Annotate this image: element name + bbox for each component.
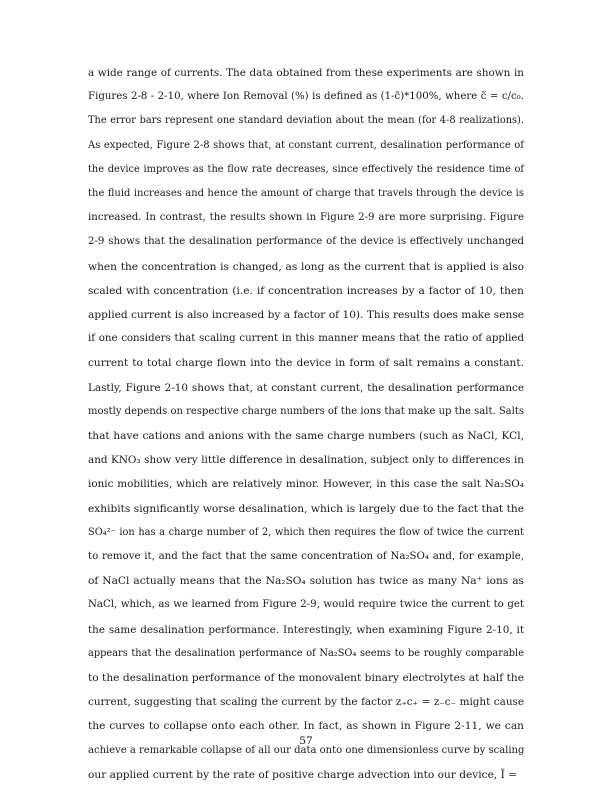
text-line: if one considers that scaling current in this manner means that the ratio of applied — [88, 333, 524, 345]
text-line: of NaCl actually means that the Na₂SO₄ solution has twice as many Na⁺ ions as — [88, 575, 524, 588]
text-line: achieve a remarkable collapse of all our data onto one dimensionless curve by scaling — [88, 744, 525, 756]
text-line: ionic mobilities, which are relatively minor. However, in this case the salt Na₂SO₄ — [88, 478, 524, 491]
text-line: NaCl, which, as we learned from Figure 2-9, would require twice the current to get — [88, 599, 524, 611]
text-line: Lastly, Figure 2-10 shows that, at constant current, the desalination performance — [88, 381, 524, 394]
text-line: SO₄²⁻ ion has a charge number of 2, which then requires the flow of twice the current — [88, 526, 524, 538]
text-line: increased. In contrast, the results shown in Figure 2-9 are more surprising. Figure — [88, 212, 524, 224]
text-line: that have cations and anions with the same charge numbers (such as NaCl, KCl, — [88, 430, 524, 443]
text-line: mostly depends on respective charge numbers of the ions that make up the salt. Salts — [88, 405, 524, 417]
text-line: to remove it, and the fact that the same concentration of Na₂SO₄ and, for example, — [88, 551, 524, 563]
text-line: the curves to collapse onto each other. In fact, as shown in Figure 2-11, we can — [88, 720, 524, 733]
text-line: exhibits significantly worse desalination, which is largely due to the fact that the — [88, 502, 524, 515]
text-line: a wide range of currents. The data obtained from these experiments are shown in — [88, 67, 524, 79]
text-line: current to total charge flown into the device in form of salt remains a constant. — [88, 357, 524, 370]
text-line: 2-9 shows that the desalination performance of the device is effectively unchanged — [88, 236, 524, 248]
text-line: The error bars represent one standard deviation about the mean (for 4-8 realizations). — [88, 115, 524, 127]
text-line: scaled with concentration (i.e. if concentration increases by a factor of 10, then — [88, 284, 524, 297]
text-line: to the desalination performance of the monovalent binary electrolytes at half the — [88, 672, 524, 685]
text-line: our applied current by the rate of positive charge advection into our device, Ĩ = — [88, 768, 518, 781]
text-line: the fluid increases and hence the amount of charge that travels through the device is — [88, 188, 524, 200]
text-line: appears that the desalination performance of Na₂SO₄ seems to be roughly comparable — [88, 647, 524, 659]
text-line: As expected, Figure 2-8 shows that, at constant current, desalination performance of — [88, 139, 524, 151]
text-line: and KNO₃ show very little difference in desalination, subject only to differences in — [88, 454, 524, 467]
text-line: the same desalination performance. Interestingly, when examining Figure 2-10, it — [88, 623, 524, 636]
page-number: 57 — [299, 735, 313, 747]
text-line: when the concentration is changed, as long as the current that is applied is also — [88, 260, 524, 273]
text-line: applied current is also increased by a factor of 10). This results does make sense — [88, 309, 524, 322]
text-line: current, suggesting that scaling the current by the factor z₊c₊ = z₋c₋ might cause — [88, 696, 524, 709]
text-line: the device improves as the flow rate decreases, since effectively the residence time of — [88, 163, 524, 175]
body-paragraph — [88, 61, 524, 787]
text-line: Figures 2-8 - 2-10, where Ion Removal (%) is defined as (1-c̃)*100%, where c̃ = c/c₀. — [88, 91, 524, 103]
